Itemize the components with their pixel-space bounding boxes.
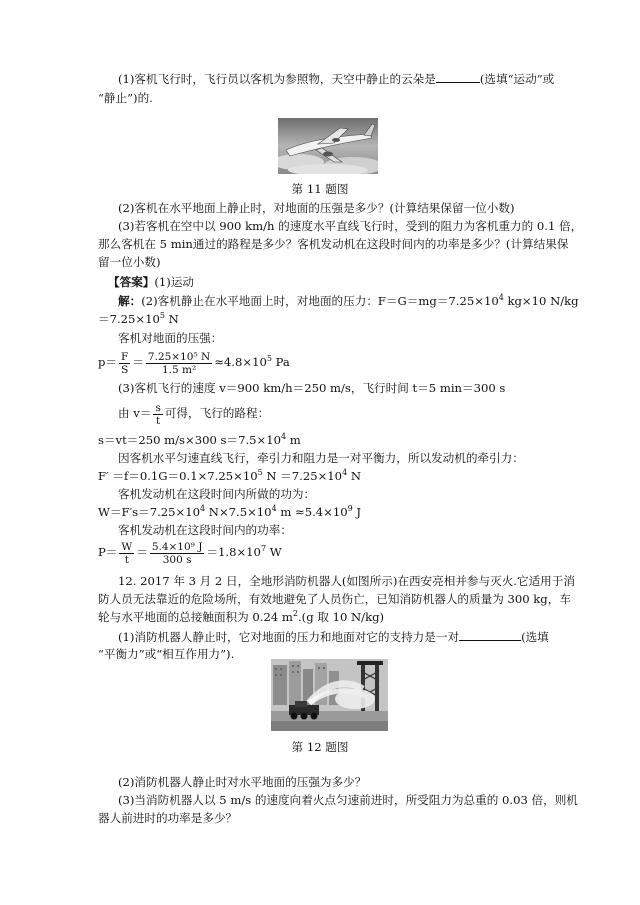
solution-force: $F' =f=0.1G=0.1\times 7.25\times 10^5$ $N =7.25\times 10^4$ N xyxy=(98,468,361,483)
fire-robot-image xyxy=(271,659,388,731)
solution-line1: 解：(2)客机静止在水平地面上时，对地面的压力：$F=G=mg=7.25\times 10^4$ kg×10 N/kg xyxy=(118,293,579,308)
fraction-s-over-t: $\frac{s}{t}$ xyxy=(155,401,161,427)
solution-work: $W=F's=7.25\times 10^4$ $N\times 7.5\times 10^4$ $m \approx 5.4\times 10^9$ J xyxy=(98,504,362,519)
q11-part1-line2: “静止”)的. xyxy=(98,91,153,105)
fraction-pressure-values: $\frac{\text{7.25×10⁵ N}}{\text{1.5 m²}}$ xyxy=(147,350,211,376)
solution-distance: s＝vt＝250 m/s×300 $s=7.5\times 10^4$ m xyxy=(98,432,301,447)
answer-blank xyxy=(436,71,480,83)
q12-part2: (2)消防机器人静止时对水平地面的压强为多少？ xyxy=(118,775,367,789)
solution-line7: 因客机水平匀速直线飞行，牵引力和阻力是一对平衡力，所以发动机的牵引力： xyxy=(118,451,524,465)
airplane-figure xyxy=(278,118,378,174)
fraction-power-values: $\frac{\text{5.4×10⁹ J}}{300 s}$ xyxy=(151,540,203,566)
answer-line: 【答案】(1)运动 xyxy=(108,275,195,289)
fraction-F-over-S: $\frac{F}{S}$ xyxy=(121,350,129,376)
q11-part3-line2: 那么客机在 5 min通过的路程是多少？客机发动机在这段时间内的功率是多少？(计算结果保 xyxy=(98,237,569,251)
solution-line3: 客机对地面的压强： xyxy=(118,331,223,345)
solution-line11: 客机发动机在这段时间内的功率： xyxy=(118,523,292,537)
speed-formula: 由 v＝ $\frac{s}{t}$ 可得，飞行的路程： xyxy=(118,401,270,427)
solution-line4: (3)客机飞行的速度 v＝900 km/h＝250 m/s，飞行时间 t＝5 min＝300 s xyxy=(118,381,506,395)
q12-line2: 防人员无法靠近的危险场所，有效地避免了人员伤亡，已知消防机器人的质量为 300 kg，车 xyxy=(98,592,571,606)
solution-line2: $=7.25\times 10^5$ N xyxy=(98,311,179,326)
fire-robot-figure xyxy=(271,659,388,731)
power-formula: P＝ $\frac{W}{t}$ ＝ $\frac{\text{5.4×10⁹ J}}{300 s}$ $=1.8\times 10^7$ W xyxy=(98,540,282,566)
q11-part3-line1: (3)若客机在空中以 900 km/h 的速度水平直线飞行时，受到的阻力为客机重力的 0.1 倍， xyxy=(118,219,583,233)
q12-part3-line2: 器人前进时的功率是多少？ xyxy=(98,811,238,825)
airplane-image xyxy=(278,118,378,174)
q12-part1-line2: “平衡力”或“相互作用力”). xyxy=(98,647,235,661)
q12-part1-line1: (1)消防机器人静止时，它对地面的压力和地面对它的支持力是一对 (选填 xyxy=(118,630,549,644)
pressure-formula: p＝ $\frac{F}{S}$ ＝ $\frac{\text{7.25×10⁵ N}}{\text{1.5 m²}}$ $\approx 4.8\times 10^5$ Pa xyxy=(98,350,290,376)
fraction-W-over-t: $\frac{W}{t}$ xyxy=(121,540,133,566)
figure-12-caption: 第 12 题图 xyxy=(291,740,349,754)
solution-line9: 客机发动机在这段时间内所做的功为： xyxy=(118,487,316,501)
answer-blank xyxy=(459,629,521,641)
q11-part1-line1: (1)客机飞行时，飞行员以客机为参照物，天空中静止的云朵是 (选填“运动”或 xyxy=(118,72,555,86)
q12-line3: 轮与水平地面的总接触面积为 0.24 $m^2.(g$ 取 10 N/kg) xyxy=(98,609,385,624)
q11-part3-line3: 留一位小数) xyxy=(98,255,161,269)
q12-part3-line1: (3)当消防机器人以 5 m/s 的速度向着火点匀速前进时，所受阻力为总重的 0.03 倍，则机 xyxy=(118,793,578,807)
figure-11-caption: 第 11 题图 xyxy=(291,182,349,196)
q11-part2: (2)客机在水平地面上静止时，对地面的压强是多少？(计算结果保留一位小数) xyxy=(118,201,515,215)
q12-line1: 12. 2017 年 3 月 2 日，全地形消防机器人(如图所示)在西安亮相并参与灭火.它适用于消 xyxy=(118,574,575,588)
